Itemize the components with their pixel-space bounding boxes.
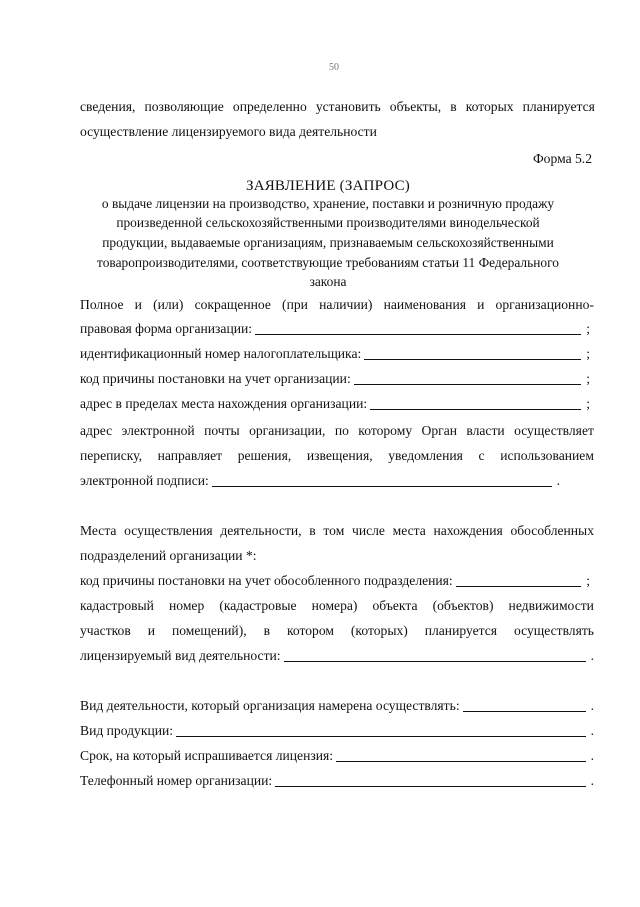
org-name-input-line[interactable] [255,321,581,335]
word: использованием [500,448,594,463]
product-input-line[interactable] [176,723,586,737]
word: и [134,297,142,312]
word: наименования [383,297,466,312]
cadastral-label: лицензируемый вид деятельности: [80,648,281,663]
word: организационно- [495,297,594,312]
org-name-line-1 [80,297,594,313]
word: Полное [80,297,124,312]
email-input-line[interactable] [212,473,552,487]
word: недвижимости [508,598,594,613]
email-end: . [556,473,560,488]
word: участков [80,623,131,638]
word: направляет [157,448,223,463]
address-end: ; [586,396,590,411]
word: по [334,423,349,438]
word: уведомления [388,448,463,463]
activity-input-line[interactable] [463,698,586,712]
word: планируется [522,99,595,114]
word: числе [352,523,385,538]
product-label: Вид продукции: [80,723,174,738]
word: деятельности, [220,523,302,538]
org-name-field [80,321,590,337]
inn-field [80,346,590,362]
word: в [309,523,316,538]
word: и [477,297,485,312]
word: и [147,623,155,638]
intro-line-1 [80,99,595,115]
product-end: . [590,723,594,738]
subtitle-line-3: продукции, выдаваемые организациям, признаваемым сельскохозяйственными [102,235,554,250]
page-number: 50 [329,62,339,73]
phone-end: . [590,773,594,788]
activity-end: . [590,698,594,713]
word: планируется [424,623,498,638]
activity-field [80,698,594,714]
term-label: Срок, на который испрашивается лицензия: [80,748,334,763]
word: том [323,523,345,538]
kpp-field [80,371,590,387]
cadastral-line-1 [80,598,594,614]
inn-end: ; [586,346,590,361]
term-input-line[interactable] [336,748,586,762]
word: объекты, [389,99,442,114]
kpp-end: ; [586,371,590,386]
word: номер [169,598,205,613]
word: которому [358,423,413,438]
word: Орган [421,423,457,438]
subtitle-line-1: о выдаче лицензии на производство, хранение, поставки и розничную продажу [101,196,555,211]
word: позволяющие [144,99,224,114]
word: кадастровый [80,598,154,613]
word: обособленных [510,523,594,538]
word: определенно [232,99,307,114]
word: которых [465,99,514,114]
cadastral-input-line[interactable] [284,648,586,662]
word: помещений), [171,623,247,638]
address-label: адрес в пределах места нахождения организации: [80,396,368,411]
phone-input-line[interactable] [275,773,585,787]
word: (при [282,297,308,312]
word: установить [315,99,381,114]
word: почты [204,423,240,438]
word: извещения, [306,448,373,463]
branch-kpp-label: код причины постановки на учет обособленного подразделения: [80,573,453,588]
form-label: Форма 5.2 [532,151,592,166]
word: осуществления [124,523,213,538]
word: с [478,448,485,463]
activity-label: Вид деятельности, который организация намерена осуществлять: [80,698,460,713]
branch-kpp-input-line[interactable] [456,573,582,587]
term-end: . [590,748,594,763]
cadastral-line-2 [80,623,594,639]
email-field [80,473,560,489]
kpp-label: код причины постановки на учет организации: [80,371,351,386]
address-field [80,396,590,412]
word: власти [466,423,505,438]
word: в [450,99,457,114]
word: (объектов) [432,598,494,613]
branch-kpp-field [80,573,590,589]
product-field [80,723,594,739]
places-line-2: подразделений организации *: [80,548,257,563]
org-name-end: ; [586,321,590,336]
word: номера) [311,598,358,613]
places-line-1 [80,523,594,539]
word: Места [80,523,117,538]
word: объекта [372,598,418,613]
branch-kpp-end: ; [586,573,590,588]
term-field [80,748,594,764]
word: нахождения [433,523,503,538]
word: (или) [153,297,184,312]
word: сокращенное [194,297,271,312]
email-line-1 [80,423,594,439]
org-name-label: правовая форма организации: [80,321,253,336]
word: места [392,523,426,538]
cadastral-end: . [590,648,594,663]
phone-field [80,773,594,789]
word: котором [286,623,334,638]
word: сведения, [80,99,136,114]
word: (кадастровые [219,598,297,613]
word: организации, [249,423,326,438]
address-input-line[interactable] [370,396,581,410]
subtitle-line-2: произведенной сельскохозяйственными производителями винодельческой [116,215,540,230]
subtitle-line-5: закона [309,274,347,289]
word: осуществляет [514,423,594,438]
word: в [263,623,270,638]
cadastral-field [80,648,594,664]
inn-input-line[interactable] [364,346,581,360]
word: осуществлять [513,623,594,638]
email-line-2 [80,448,594,464]
phone-label: Телефонный номер организации: [80,773,273,788]
word: электронной [121,423,195,438]
kpp-input-line[interactable] [354,371,581,385]
word: переписку, [80,448,142,463]
subtitle-line-4: товаропроизводителями, соответствующие требованиям статьи 11 Федерального [97,255,559,270]
document-title: ЗАЯВЛЕНИЕ (ЗАПРОС) [245,178,410,194]
email-label: электронной подписи: [80,473,209,488]
word: наличии) [319,297,373,312]
word: (которых) [350,623,408,638]
inn-label: идентификационный номер налогоплательщика: [80,346,362,361]
intro-line-2: осуществление лицензируемого вида деятельности [80,124,377,139]
word: решения, [237,448,292,463]
word: адрес [80,423,113,438]
